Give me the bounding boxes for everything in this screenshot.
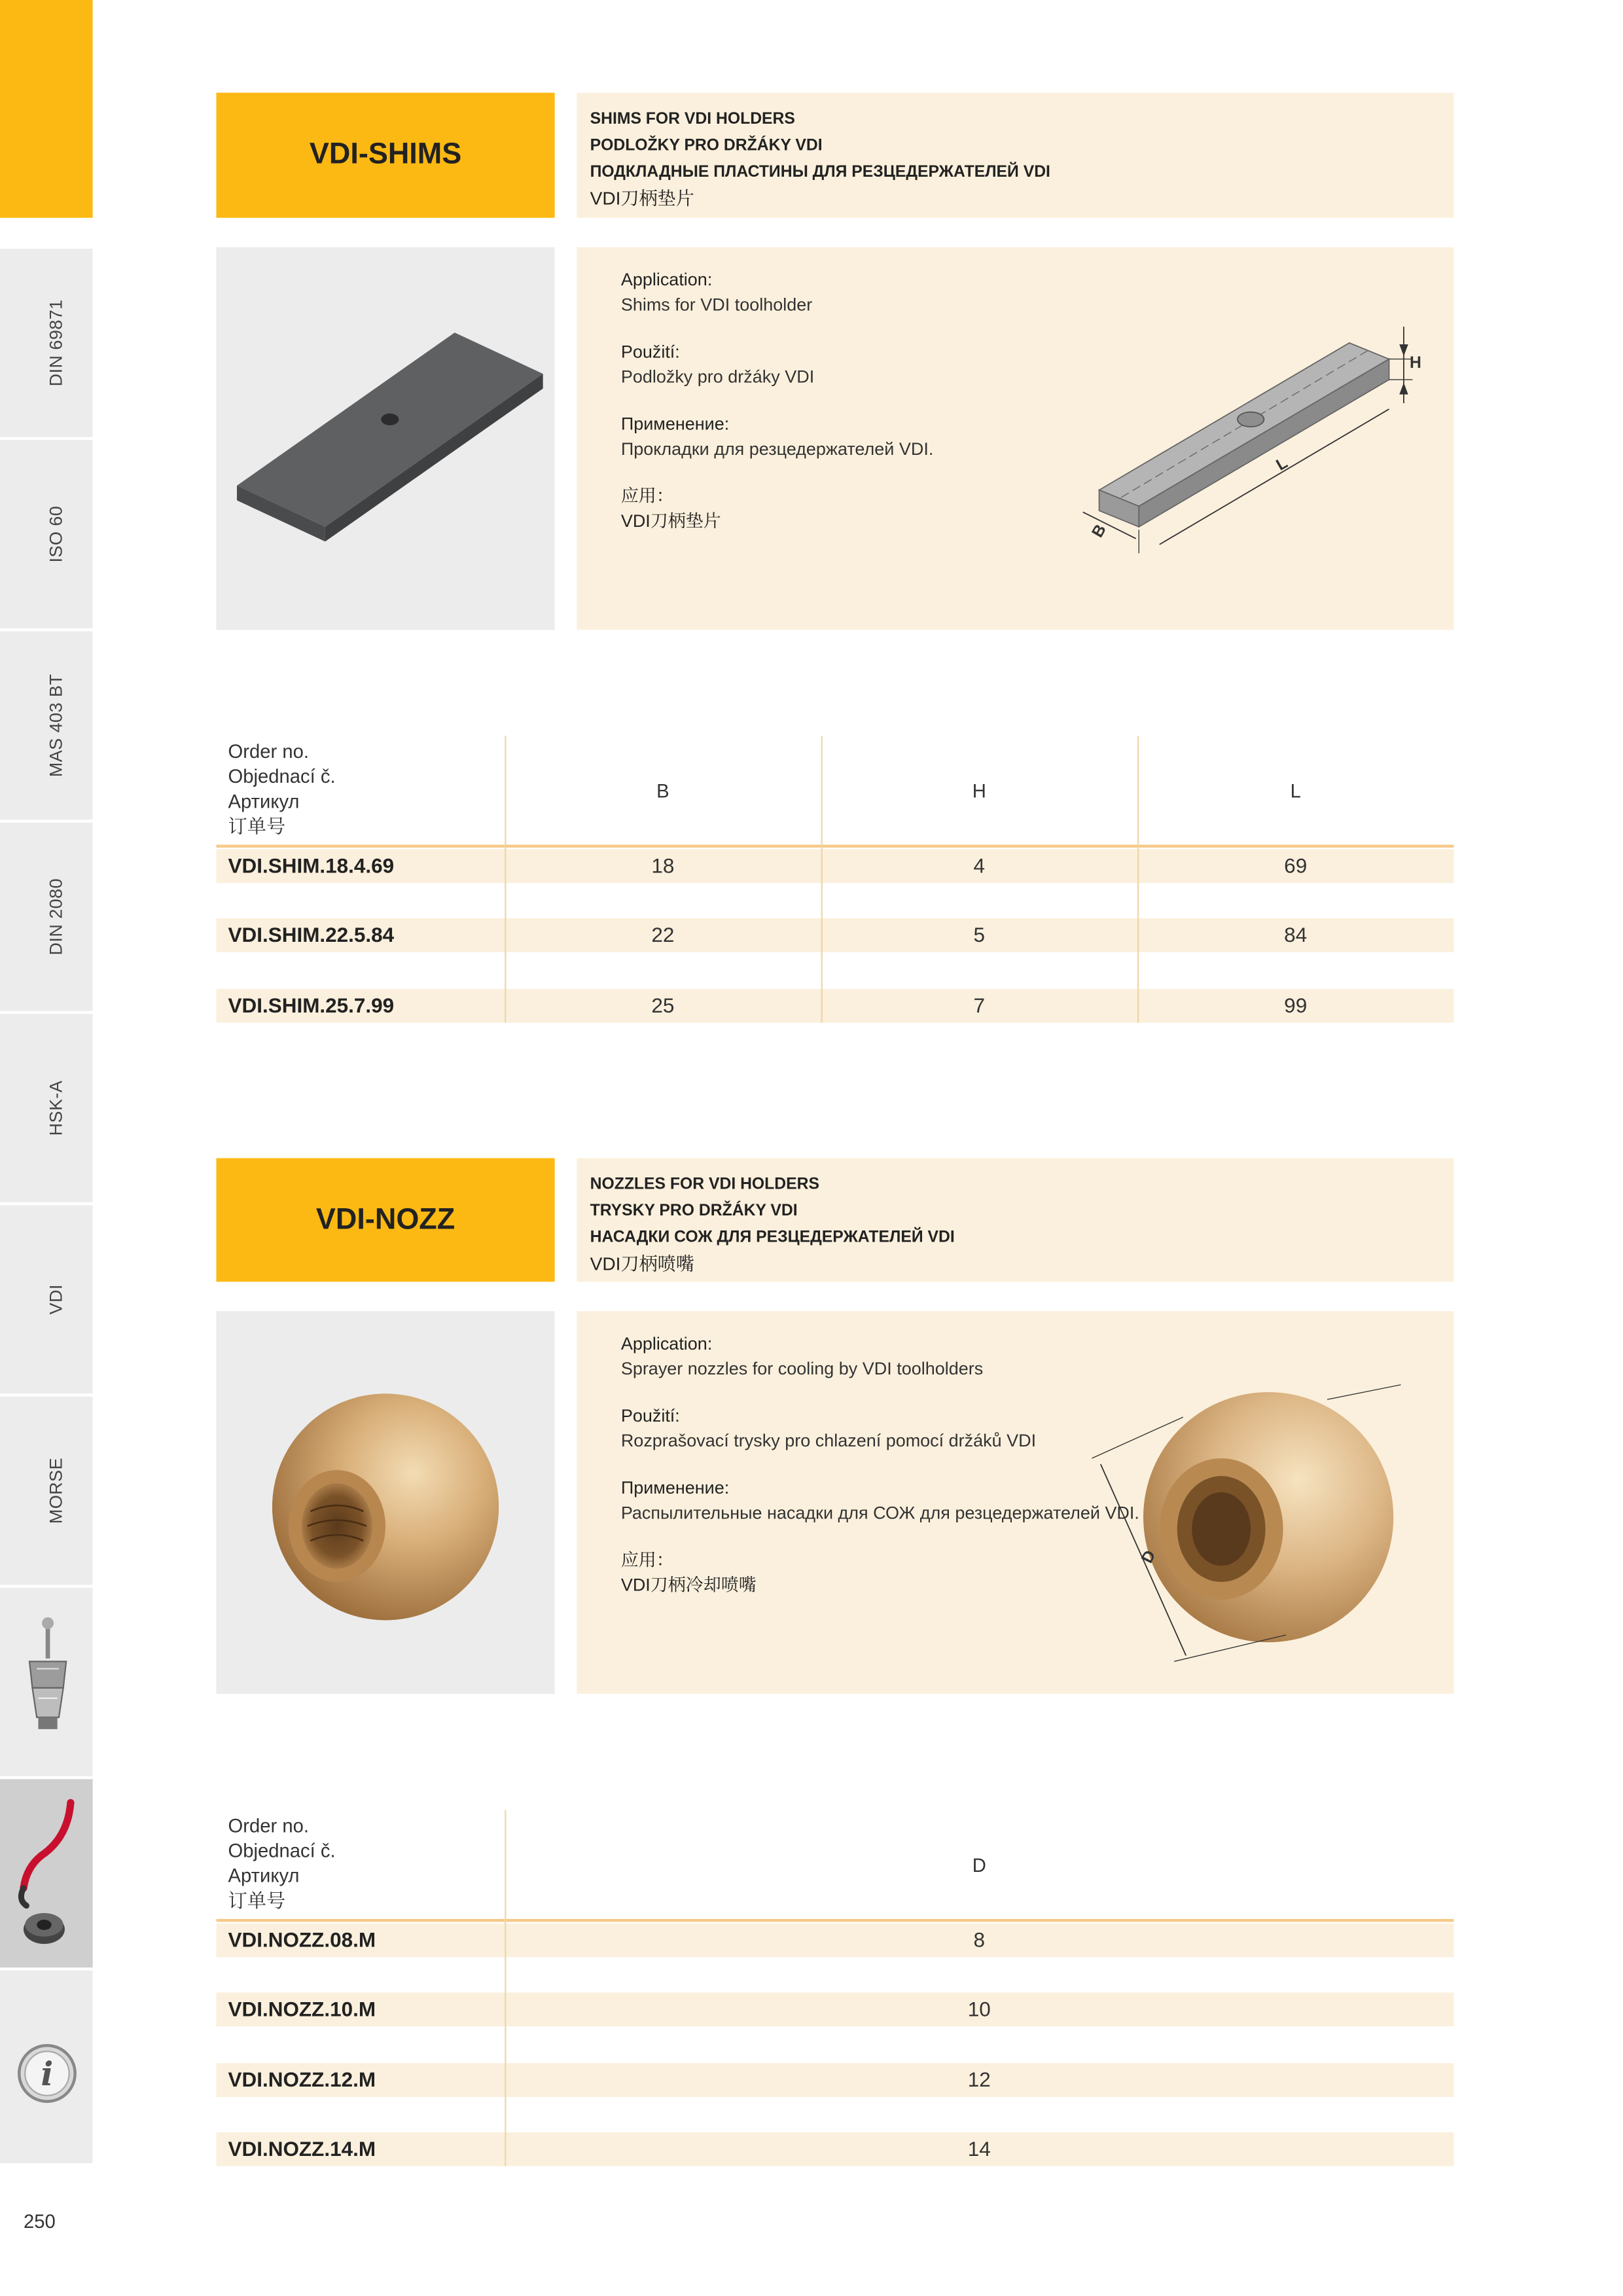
column-divider bbox=[505, 736, 506, 1022]
info-zh-value: VDI刀柄冷却喷嘴 bbox=[620, 1574, 757, 1596]
table-row bbox=[217, 989, 1454, 1023]
table-row bbox=[217, 918, 1454, 952]
header-divider bbox=[217, 845, 1454, 848]
cell-d: 14 bbox=[967, 2136, 991, 2161]
table-row bbox=[217, 1992, 1454, 2026]
header-divider bbox=[217, 1919, 1454, 1922]
order-header-cz: Objednací č. bbox=[228, 765, 336, 787]
sidebar-tab-vdi[interactable] bbox=[0, 1204, 93, 1393]
info-cz-value: Rozprašovací trysky pro chlazení pomocí držáků VDI bbox=[620, 1430, 1037, 1451]
shims-desc-zh: VDI刀柄垫片 bbox=[590, 188, 694, 209]
cell-b: 18 bbox=[651, 853, 675, 878]
order-header bbox=[228, 739, 336, 839]
page-number: 250 bbox=[23, 2210, 56, 2233]
sidebar-tab-drill-chuck[interactable] bbox=[0, 1587, 93, 1776]
column-header-d: D bbox=[972, 1854, 986, 1876]
column-divider bbox=[1137, 736, 1139, 1022]
shims-desc-ru: ПОДКЛАДНЫЕ ПЛАСТИНЫ ДЛЯ РЕЗЦЕДЕРЖАТЕЛЕЙ VDI bbox=[590, 163, 1050, 181]
shim-plate-photo bbox=[217, 247, 555, 630]
order-header-zh: 订单号 bbox=[228, 1889, 286, 1912]
info-cz-value: Podložky pro držáky VDI bbox=[620, 366, 815, 387]
order-header-zh: 订单号 bbox=[228, 815, 286, 838]
nozz-info-panel bbox=[577, 1311, 1454, 1694]
column-divider bbox=[821, 736, 823, 1022]
info-cz-label: Použití: bbox=[620, 1405, 680, 1426]
order-header-ru: Артикул bbox=[228, 790, 300, 813]
shims-desc-cz: PODLOŽKY PRO DRŽÁKY VDI bbox=[590, 137, 823, 155]
sidebar-tab-label: VDI bbox=[45, 1284, 67, 1315]
cell-h: 7 bbox=[973, 993, 986, 1017]
nozz-product-image bbox=[217, 1311, 555, 1694]
order-code: VDI.NOZZ.10.M bbox=[228, 1997, 376, 2021]
cell-b: 25 bbox=[651, 993, 675, 1017]
sidebar-tab-label: DIN 2080 bbox=[45, 878, 67, 956]
nozzle-dimension-drawing bbox=[1092, 1355, 1445, 1679]
order-code: VDI.NOZZ.14.M bbox=[228, 2136, 376, 2161]
column-header-h: H bbox=[972, 780, 986, 802]
info-application-label: Application: bbox=[620, 269, 713, 290]
shims-title: VDI-SHIMS bbox=[217, 93, 555, 218]
cell-b: 22 bbox=[651, 922, 675, 946]
info-ru-value: Прокладки для резцедержателей VDI. bbox=[620, 439, 934, 459]
column-divider bbox=[505, 1810, 506, 2166]
info-zh-label: 应用： bbox=[620, 1549, 674, 1571]
table-row bbox=[217, 2132, 1454, 2166]
nozz-description bbox=[577, 1158, 1454, 1282]
cell-d: 8 bbox=[973, 1928, 986, 1952]
sidebar-tab-iso-60[interactable] bbox=[0, 439, 93, 628]
sidebar-tab-info[interactable] bbox=[0, 1969, 93, 2163]
sidebar-tab-accessories[interactable] bbox=[0, 1778, 93, 1967]
shims-table bbox=[217, 736, 1454, 1022]
wrench-and-nut-icon bbox=[0, 1779, 93, 1969]
order-header-ru: Артикул bbox=[228, 1864, 300, 1887]
nozz-desc-en: NOZZLES FOR VDI HOLDERS bbox=[590, 1175, 820, 1194]
cell-d: 10 bbox=[967, 1997, 991, 2021]
table-row bbox=[217, 849, 1454, 883]
nozz-desc-ru: НАСАДКИ СОЖ ДЛЯ РЕЗЦЕДЕРЖАТЕЛЕЙ VDI bbox=[590, 1229, 955, 1247]
order-code: VDI.NOZZ.08.M bbox=[228, 1928, 376, 1952]
info-ru-value: Распылительные насадки для СОЖ для резцедержателей VDI. bbox=[620, 1502, 1139, 1524]
sidebar-tab-morse[interactable] bbox=[0, 1395, 93, 1585]
order-header-en: Order no. bbox=[228, 740, 309, 762]
sidebar-tab-din-2080[interactable] bbox=[0, 821, 93, 1011]
info-application-label: Application: bbox=[620, 1333, 713, 1354]
dim-label-h: H bbox=[1409, 354, 1421, 372]
info-zh-value: VDI刀柄垫片 bbox=[620, 511, 721, 531]
nozz-title: VDI-NOZZ bbox=[217, 1158, 555, 1282]
shim-dimension-drawing bbox=[1062, 306, 1445, 586]
sidebar-tab-label: HSK-A bbox=[45, 1080, 67, 1136]
order-code: VDI.NOZZ.12.M bbox=[228, 2068, 376, 2091]
order-code: VDI.SHIM.22.5.84 bbox=[228, 922, 395, 946]
nozz-desc-zh: VDI刀柄喷嘴 bbox=[590, 1253, 694, 1275]
shims-info-text bbox=[621, 268, 1121, 534]
info-cz-label: Použití: bbox=[620, 341, 680, 363]
sidebar-tab-label: ISO 60 bbox=[45, 505, 67, 563]
cell-l: 84 bbox=[1284, 922, 1308, 946]
table-row bbox=[217, 1924, 1454, 1958]
sidebar-tab-label: DIN 69871 bbox=[45, 299, 67, 387]
shims-product-image bbox=[217, 247, 555, 630]
info-ru-label: Применение: bbox=[620, 1477, 730, 1498]
nozz-desc-cz: TRYSKY PRO DRŽÁKY VDI bbox=[590, 1202, 798, 1220]
cell-h: 4 bbox=[973, 853, 986, 878]
dim-label-d: D bbox=[1138, 1547, 1160, 1566]
order-header-en: Order no. bbox=[228, 1814, 309, 1837]
sidebar-tab-din-69871[interactable] bbox=[0, 247, 93, 437]
sidebar-tab-mas-403-bt[interactable] bbox=[0, 630, 93, 819]
info-application-value: Shims for VDI toolholder bbox=[620, 294, 813, 315]
order-header bbox=[228, 1813, 336, 1913]
shims-info-panel bbox=[577, 247, 1454, 630]
sidebar-accent-block bbox=[0, 0, 93, 218]
order-code: VDI.SHIM.18.4.69 bbox=[228, 853, 395, 878]
nozzle-ball-photo bbox=[217, 1311, 555, 1694]
nozz-table bbox=[217, 1810, 1454, 2166]
column-header-b: B bbox=[656, 780, 669, 802]
shims-desc-en: SHIMS FOR VDI HOLDERS bbox=[590, 110, 795, 128]
table-row bbox=[217, 2063, 1454, 2097]
info-zh-label: 应用： bbox=[620, 485, 674, 507]
cell-l: 69 bbox=[1284, 853, 1308, 878]
sidebar-tab-label: MAS 403 BT bbox=[45, 673, 67, 778]
cell-l: 99 bbox=[1284, 993, 1308, 1017]
order-code: VDI.SHIM.25.7.99 bbox=[228, 993, 395, 1017]
column-header-l: L bbox=[1290, 780, 1301, 802]
shims-description bbox=[577, 93, 1454, 218]
sidebar-tab-label: MORSE bbox=[45, 1458, 67, 1524]
dim-label-b: B bbox=[1088, 521, 1110, 541]
cell-d: 12 bbox=[967, 2068, 991, 2091]
info-application-value: Sprayer nozzles for cooling by VDI toolholders bbox=[620, 1358, 984, 1379]
cell-h: 5 bbox=[973, 922, 986, 946]
drill-chuck-icon bbox=[0, 1588, 93, 1778]
info-icon bbox=[0, 1971, 93, 2165]
dim-label-l: L bbox=[1273, 454, 1291, 475]
info-ru-label: Применение: bbox=[620, 413, 730, 435]
sidebar-tab-hsk-a[interactable] bbox=[0, 1013, 93, 1202]
order-header-cz: Objednací č. bbox=[228, 1839, 336, 1862]
svg-text:i: i bbox=[41, 2054, 54, 2093]
